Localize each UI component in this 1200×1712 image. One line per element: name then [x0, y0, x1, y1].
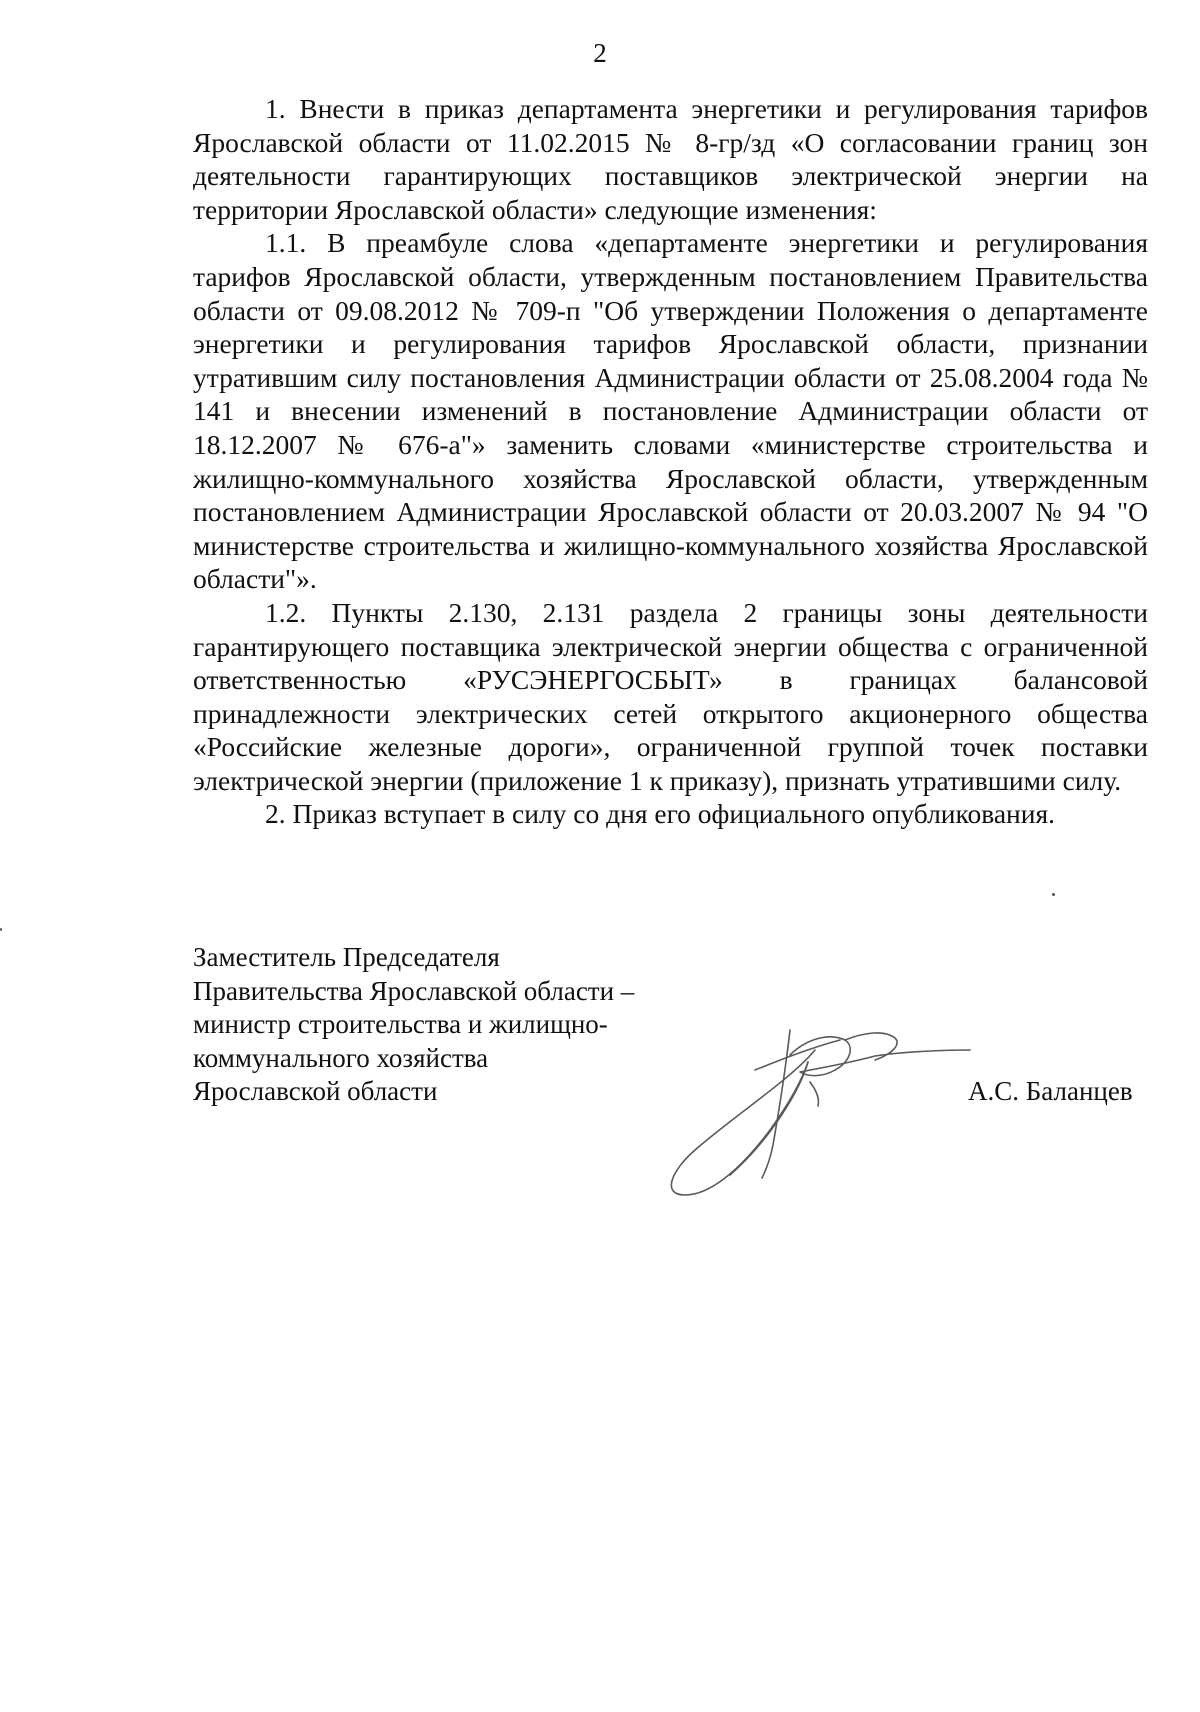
scan-speck	[0, 928, 2, 931]
position-line: министр строительства и жилищно-	[193, 1009, 608, 1039]
scan-speck	[1052, 893, 1055, 896]
paragraph-item-1: 1. Внести в приказ департамента энергетики и регулирования тарифов Ярославской области от 11.02.2015 № 8-гр/зд «О согласовании границ зон деятельности гарантирующих поставщиков электрической энергии на территории Ярославской области» следующие изменения:	[193, 93, 1148, 225]
handwritten-signature-icon	[640, 1010, 1020, 1210]
page-number: 2	[593, 38, 607, 68]
position-line: Ярославской области	[193, 1076, 438, 1106]
paragraph-item-1-1: 1.1. В преамбуле слова «департаменте энергетики и регулирования тарифов Ярославской области, утвержденным постановлением Правительства области от 09.08.2012 № 709-п "Об утверждении Положения о департаменте энергетики и регулирования тарифов Ярославской области, признании утратившим силу постановления Администрации области от 25.08.2004 года № 141 и внесении изменений в постановление Администрации области от 18.12.2007 № 676-а"» заменить словами «министерстве строительства и жилищно-коммунального хозяйства Ярославской области, утвержденным постановлением Администрации Ярославской области от 20.03.2007 № 94 "О министерстве строительства и жилищно-коммунального хозяйства Ярославской области"».	[193, 227, 1148, 595]
position-line: Правительства Ярославской области –	[193, 975, 635, 1006]
paragraph-item-2: 2. Приказ вступает в силу со дня его официального опубликования.	[265, 798, 1056, 830]
signatory-position	[193, 941, 713, 1109]
paragraph-item-1-2: 1.2. Пункты 2.130, 2.131 раздела 2 границы зоны деятельности гарантирующего поставщика электрической энергии общества с ограниченной ответственностью «РУСЭНЕРГОСБЫТ» в границах балансовой принадлежности электрических сетей открытого акционерного общества «Российские железные дороги», ограниченной группой точек поставки электрической энергии (приложение 1 к приказу), признать утратившими силу.	[193, 596, 1148, 796]
signer-name: А.С. Баланцев	[968, 1076, 1133, 1106]
position-line: коммунального хозяйства	[193, 1042, 489, 1073]
position-line: Заместитель Председателя	[193, 942, 500, 972]
order-body	[193, 92, 1148, 831]
